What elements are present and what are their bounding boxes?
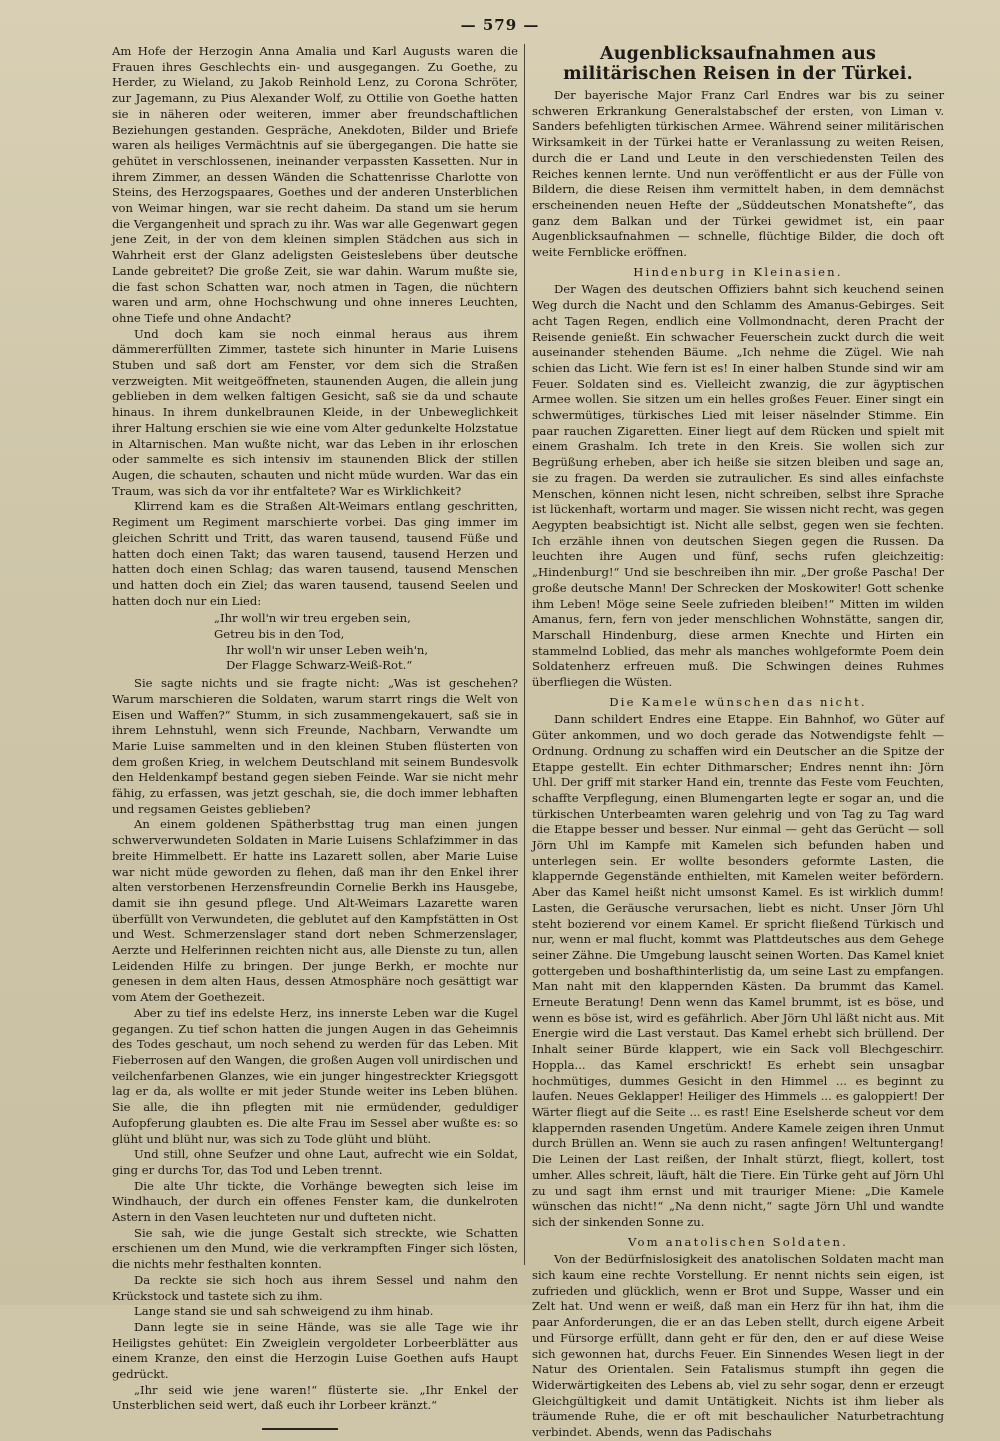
page-number: — 579 — <box>460 16 540 34</box>
paragraph: Dann legte sie in seine Hände, was sie alle Tage wie ihr Heiligstes gehütet: Ein Zweiglein vergoldeter Lorbeerblätter aus einem Kranze, den einst die Herzogin Luise Goethen aufs Haupt gedrückt. <box>112 1319 518 1382</box>
song-verse <box>212 611 518 674</box>
paragraph: An einem goldenen Spätherbsttag trug man einen jungen schwerverwundeten Soldaten in Marie Luisens Schlafzimmer in das breite Himmelbett. Er hatte ins Lazarett sollen, aber Marie Luise war nicht müde geworden zu flehen, daß man ihr den Enkel ihrer alten verstorbenen Herzensfreundin Cornelie Berkh ins Hausgebe, damit sie ihn gesund pflege. Und Alt-Weimars Lazarette waren überfüllt von Verwundeten, die geblutet auf den Kampfstätten in Ost und West. Schmerzenslager stand dort neben Schmerzenslager, Aerzte und Helferinnen reichten nicht aus, alle Dienste zu tun, allen Leidenden Hilfe zu bringen. Der junge Berkh, er mochte nur genesen in dem alten Haus, dessen Atmosphäre noch gesättigt war vom Atem der Goethezeit. <box>112 817 518 1005</box>
left-column <box>112 44 518 1413</box>
paragraph: Am Hofe der Herzogin Anna Amalia und Karl Augusts waren die Frauen ihres Geschlechts ein- und ausgegangen. Zu Goethe, zu Herder, zu Wieland, zu Jakob Reinhold Lenz, zu Corona Schröter, zur Jagemann, zu Pius Alexander Wolf, zu Ottilie von Goethe hatten sie in näheren oder weiteren, immer aber freundschaftlichen Beziehungen gestanden. Gespräche, Anekdoten, Bilder und Briefe waren als heiliges Vermächtnis auf sie übergegangen. Die hatte sie gehütet in verschlossenen, ineinander verpassten Kassetten. Nur in ihrem Zimmer, an dessen Wänden die Schattenrisse Charlotte von Steins, des Herzogspaares, Goethes und der anderen Unsterblichen von Weimar hingen, war sie recht daheim. Da stand um sie herum die Vergangenheit und sprach zu ihr. Was war alle Gegenwart gegen jene Zeit, in der von dem kleinen simplen Städchen aus sich in Wahrheit erst der Glanz adeligsten Geisteslebens über deutsche Lande gebreitet? Die große Zeit, sie war dahin. Warum mußte sie, die fast schon Schatten war, noch atmen in Tagen, die nüchtern waren und arm, ohne Hochschwung und ohne inneres Leuchten, ohne Tiefe und ohne Andacht? <box>112 44 518 325</box>
paragraph: Dann schildert Endres eine Etappe. Ein Bahnhof, wo Güter auf Güter ankommen, und wo doch gerade das Notwendigste fehlt — Ordnung. Ordnung zu schaffen wird ein Deutscher an die Spitze der Etappe gestellt. Ein echter Dithmarscher; Endres nennt ihn: Jörn Uhl. Der griff mit starker Hand ein, trennte das Feste vom Feuchten, schaffte Verpflegung, einen Blumengarten legte er sogar an, und die türkischen Unterbeamten waren gelehrig und von Tag zu Tag ward die Etappe besser und besser. Nur einmal — geht das Gerücht — soll Jörn Uhl im Kampfe mit Kamelen sich befunden haben und unterlegen sein. Er wollte besonders geformte Lasten, die klappernde Gegenstände enthielten, mit Kamelen weiter befördern. Aber das Kamel heißt nicht umsonst Kamel. Es ist wirklich dumm! Lasten, die Geräusche verursachen, liebt es nicht. Unser Jörn Uhl steht bozierend vor einem Kamel. Er spricht fließend Türkisch und nur, wenn er mal flucht, kommt was Plattdeutsches aus dem Gehege seiner Zähne. Die Umgebung lauscht seinen Worten. Das Kamel kniet gottergeben und boshafthinterlistig da, um seine Last zu empfangen. Man naht mit den klappernden Kästen. Da brummt das Kamel. Erneute Beratung! Denn wenn das Kamel brummt, ist es böse, und wenn es böse ist, wird es gefährlich. Aber Jörn Uhl läßt nicht aus. Mit Energie wird die Last verstaut. Das Kamel erhebt sich brüllend. Der Inhalt seiner Bürde klappert, wie ein Sack voll Blechgeschirr. Hoppla... das Kamel erschrickt! Es erhebt sein unsagbar hochmütiges, dummes Gesicht in den Himmel ... es beginnt zu laufen. Neues Geklapper! Heiliger des Himmels ... es galoppiert! Der Wärter fliegt auf die Seite ... es rast! Eine Eselsherde scheut vor dem klappernden rasenden Ungetüm. Andere Kamele zeigen ihren Unmut durch Brüllen an. Wenn sie auch zu rasen anfingen! Weltuntergang! Die Leinen der Last reißen, der Inhalt stürzt, fliegt, kollert, tost umher. Alles schreit, läuft, hält die Tiere. Ein Türke geht auf Jörn Uhl zu und sagt ihm ernst und mit trauriger Miene: „Die Kamele wünschen das nicht!“ „Na denn nicht,“ sagte Jörn Uhl und wandte sich der sinkenden Sonne zu. <box>532 712 944 1229</box>
section-heading: Hindenburg in Kleinasien. <box>633 264 843 279</box>
section-heading: Die Kamele wünschen das nicht. <box>609 694 867 709</box>
column-divider <box>524 44 525 1265</box>
section-heading: Vom anatolischen Soldaten. <box>627 1234 849 1249</box>
paragraph: Aber zu tief ins edelste Herz, ins innerste Leben war die Kugel gegangen. Zu tief schon hatten die jungen Augen in das Geheimnis des Todes geschaut, um noch sehend zu werden für das Leben. Mit Fieberrosen auf den Wangen, die großen Augen voll unirdischen und veilchenfarbenen Glanzes, wie ein junger hingestreckter Kriegsgott lag er da, als wollte er mit jeder Stunde weiter ins Leben blühen. Sie alle, die ihn pflegten mit nie ermüdender, geduldiger Aufopferung glaubten es. Die alte Frau im Sessel aber wußte es: so glüht und blüht nur, was sich zu Tode glüht und blüht. <box>112 1005 518 1146</box>
verse-line: Der Flagge Schwarz-Weiß-Rot.“ <box>226 658 413 673</box>
paragraph: Sie sagte nichts und sie fragte nicht: „Was ist geschehen? Warum marschieren die Soldaten, warum starrt rings die Welt von Eisen und Waffen?“ Stumm, in sich zusammengekauert, saß sie in ihrem Lehnstuhl, wenn sich Freunde, Nachbarn, Verwandte um Marie Luise sammelten und in den kleinen Stuben flüsterten von dem großen Krieg, in welchem Deutschland mit seinem Bundesvolk den Heldenkampf bestand gegen sieben Feinde. War sie nicht mehr fähig, zu erfassen, was jetzt geschah, sie, die doch immer lebhaften und regsamen Geistes geblieben? <box>112 676 518 816</box>
paragraph: Sie sah, wie die junge Gestalt sich streckte, wie Schatten erschienen um den Mund, wie die verkrampften Finger sich lösten, die nichts mehr festhalten konnten. <box>112 1225 518 1272</box>
paragraph: Die alte Uhr tickte, die Vorhänge bewegten sich leise im Windhauch, der durch ein offenes Fenster kam, die dunkelroten Astern in den Vasen leuchteten nur und dufteten nicht. <box>112 1178 518 1225</box>
paragraph: Klirrend kam es die Straßen Alt-Weimars entlang geschritten, Regiment um Regiment marschierte vorbei. Das ging immer im gleichen Schritt und Tritt, das waren tausend, tausend Füße und hatten doch einen Takt; das waren tausend, tausend Herzen und hatten doch einen Schlag; das waren tausend, tausend Menschen und hatten doch ein Ziel; das waren tausend, tausend Seelen und hatten doch nur ein Lied: <box>112 499 518 608</box>
end-rule <box>262 1428 338 1430</box>
article-title: Augenblicksaufnahmen aus militärischen Reisen in der Türkei. <box>563 44 913 84</box>
verse-line: Getreu bis in den Tod, <box>214 627 345 642</box>
paragraph: Der bayerische Major Franz Carl Endres war bis zu seiner schweren Erkrankung Generalstabschef der ersten, von Liman v. Sanders befehligten türkischen Armee. Während seiner militärischen Wirksamkeit in der Türkei hatte er Veranlassung zu weiten Reisen, durch die er Land und Leute in den verschiedensten Teilen des Reiches kennen lernte. Und nun veröffentlicht er aus der Fülle von Bildern, die diese Reisen ihm vermittelt haben, in dem demnächst erscheinenden neuen Hefte der „Süddeutschen Monatshefte“, das ganz dem Balkan und der Türkei gewidmet ist, ein paar Augenblicksaufnahmen — schnelle, flüchtige Bilder, die doch oft weite Fernblicke eröffnen. <box>532 88 944 260</box>
verse-line: Ihr woll'n wir unser Leben weih'n, <box>226 642 429 657</box>
paragraph: Von der Bedürfnislosigkeit des anatolischen Soldaten macht man sich kaum eine rechte Vorstellung. Er nennt nichts sein eigen, ist zufrieden und glücklich, wenn er Brot und Suppe, Wasser und ein Zelt hat. Und wenn er weiß, daß man ein Herz für ihn hat, ihm die paar Anforderungen, die er an das Leben stellt, durch eigene Arbeit und Fürsorge erfüllt, dann geht er für den, den er auf diese Weise sich gewonnen hat, durchs Feuer. Ein Sinnendes Wesen liegt in der Natur des Orientalen. Sein Fatalismus stumpft ihn gegen die Widerwärtigkeiten des Lebens ab, viel zu sehr sogar, denn er erzeugt Gleichgültigkeit und damit Untätigkeit. Nichts ist ihm lieber als träumende Ruhe, die er oft mit beschaulicher Naturbetrachtung verbindet. Abends, wenn das Padischahs <box>532 1252 944 1440</box>
paragraph: Lange stand sie und sah schweigend zu ihm hinab. <box>134 1304 434 1319</box>
paragraph: „Ihr seid wie jene waren!“ flüsterte sie. „Ihr Enkel der Unsterblichen seid wert, daß euch ihr Lorbeer kränzt.“ <box>112 1382 518 1413</box>
right-column <box>532 44 944 1440</box>
paragraph: Und doch kam sie noch einmal heraus aus ihrem dämmererfüllten Zimmer, tastete sich hinunter in Marie Luisens Stuben und saß dort am Fenster, vor dem sich die Straßen verzweigten. Mit weitgeöffneten, staunenden Augen, die allein jung geblieben in dem welken faltigen Gesicht, saß sie da und schaute hinaus. In ihrem dunkelbraunen Kleide, in der Unbeweglichkeit ihrer Haltung erschien sie wie eine vom Alter gedunkelte Holzstatue in Altarnischen. Man wußte nicht, war das Leben in ihr erloschen oder sammelte es sich intensiv im staunenden Blick der stillen Augen, die schauten, schauten und nicht müde wurden. War das ein Traum, was sich da vor ihr entfaltete? War es Wirklichkeit? <box>112 326 518 498</box>
paragraph: Da reckte sie sich hoch aus ihrem Sessel und nahm den Krückstock und tastete sich zu ihm. <box>112 1272 518 1303</box>
verse-line: „Ihr woll'n wir treu ergeben sein, <box>214 611 411 626</box>
paragraph: Der Wagen des deutschen Offiziers bahnt sich keuchend seinen Weg durch die Nacht und den Schlamm des Amanus-Gebirges. Seit acht Tagen Regen, endlich eine Vollmondnacht, deren Pracht der Reisende genießt. Ein schwacher Feuerschein zuckt durch die weit auseinander stehenden Bäume. „Ich nehme die Zügel. Wie nah schien das Licht. Wie fern ist es! In einer halben Stunde sind wir am Feuer. Soldaten sind es. Vielleicht zwanzig, die zur ägyptischen Armee wollen. Sie sitzen um ein helles großes Feuer. Einer singt ein schwermütiges, türkisches Lied mit leiser näselnder Stimme. Ein paar rauchen Zigaretten. Einer liegt auf dem Rücken und spielt mit einem Grashalm. Ich trete in den Kreis. Sie wollen sich zur Begrüßung erheben, aber ich heiße sie sitzen bleiben und sage an, sie zu fragen. Da werden sie zutraulicher. Es sind alles einfachste Menschen, können nicht lesen, nicht schreiben, selbst ihre Sprache ist lückenhaft, wortarm und mager. Sie wissen nicht recht, was gegen Aegypten beabsichtigt ist. Nicht alle selbst, gegen wen sie fechten. Ich erzähle ihnen von deutschen Siegen gegen die Russen. Da leuchten ihre Augen und fünf, sechs rufen gleichzeitig: „Hindenburg!“ Und sie beschreiben ihn mir. „Der große Pascha! Der große deutsche Mann! Der Schrecken der Moskowiter! Gott schenke ihm Leben! Möge seine Seele zufrieden bleiben!“ Mitten im wilden Amanus, fern, fern von jeder menschlichen Wohnstätte, sangen dir, Marschall Hindenburg, diese armen Knechte und Hirten ein stammelnd Loblied, das mehr als manches wohlgeformte Poem dein Soldatenherz erfreuen muß. Die Schwingen deines Ruhmes überfliegen die Wüsten. <box>532 282 944 690</box>
paragraph: Und still, ohne Seufzer und ohne Laut, aufrecht wie ein Soldat, ging er durchs Tor, das Tod und Leben trennt. <box>112 1147 518 1177</box>
